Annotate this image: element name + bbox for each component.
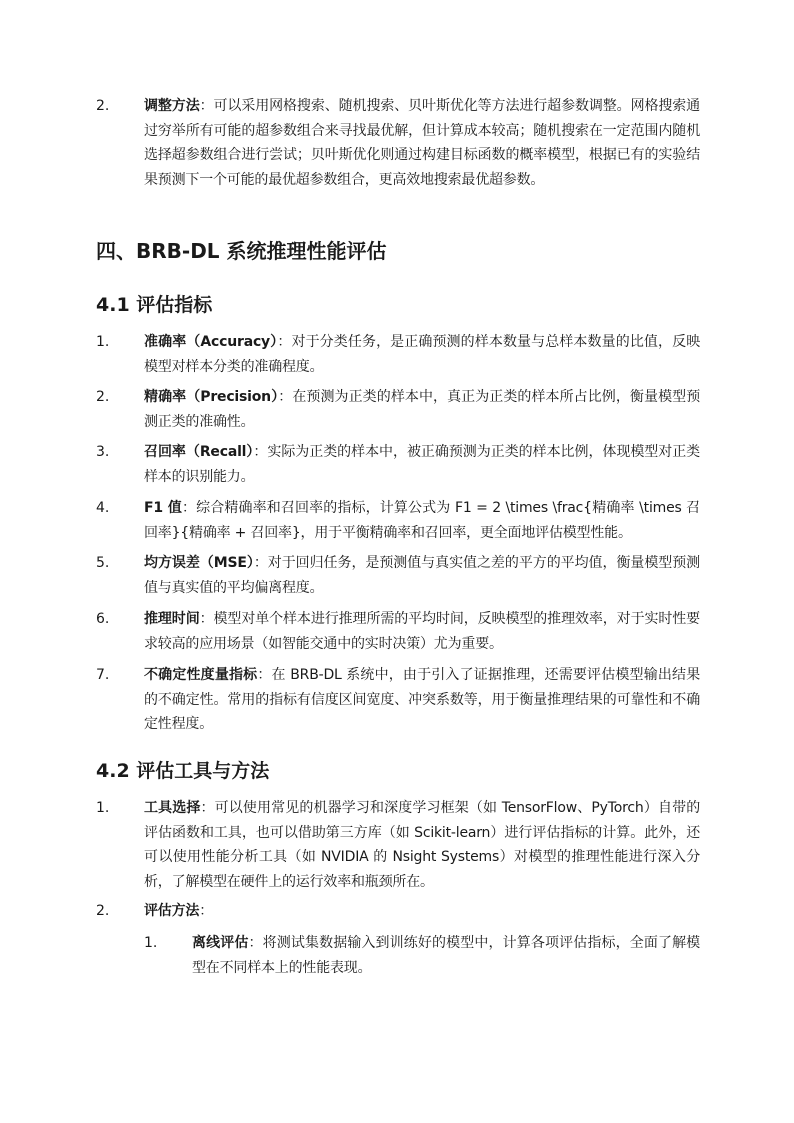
metric-item-inference-time <box>96 607 700 656</box>
metric-item-precision <box>96 385 700 434</box>
list-number: 2. <box>96 389 110 405</box>
list-item-body <box>144 440 700 489</box>
list-item-text: 综合精确率和召回率的指标，计算公式为 F1 = 2 \times \frac{精确率 \times 召回率}{精确率 + 召回率}，用于平衡精确率和召回率，更全面地评估模型性能。 <box>144 500 700 541</box>
list-number: 1. <box>144 935 158 951</box>
list-item-term: 工具选择 <box>144 800 201 816</box>
list-item-body <box>144 899 700 924</box>
list-item-text: 将测试集数据输入到训练好的模型中，计算各项评估指标，全面了解模型在不同样本上的性能表现。 <box>192 935 700 976</box>
list-item-separator: ： <box>199 611 214 627</box>
list-item-body <box>144 796 700 894</box>
list-item-separator: ： <box>277 334 292 350</box>
list-number: 6. <box>96 611 110 627</box>
list-number: 1. <box>96 334 110 350</box>
list-item-term: 调整方法 <box>144 98 200 114</box>
list-item-text: 可以使用常见的机器学习和深度学习框架（如 TensorFlow、PyTorch）自带的评估函数和工具，也可以借助第三方库（如 Scikit-learn）进行评估指标的计算。此外，还可以使用性能分析工具（如 NVIDIA 的 Nsight Systems）对模型的推理性能进行深入分析，了解模型在硬件上的运行效率和瓶颈所在。 <box>144 800 701 890</box>
list-item-separator: ： <box>199 98 214 114</box>
metric-item-accuracy <box>96 330 700 379</box>
list-item-text: 可以采用网格搜索、随机搜索、贝叶斯优化等方法进行超参数调整。网格搜索通过穷举所有可能的超参数组合来寻找最优解，但计算成本较高；随机搜索在一定范围内随机选择超参数组合进行尝试；贝叶斯优化则通过构建目标函数的概率模型，根据已有的实验结果预测下一个可能的最优超参数组合，更高效地搜索最优超参数。 <box>144 98 700 188</box>
list-item-body <box>144 607 700 656</box>
list-item-term: 评估方法 <box>144 903 200 919</box>
section-heading-4: 四、BRB-DL 系统推理性能评估 <box>96 239 387 263</box>
list-item-term: 不确定性度量指标 <box>144 667 258 683</box>
list-item-text: 在 BRB-DL 系统中，由于引入了证据推理，还需要评估模型输出结果的不确定性。常用的指标有信度区间宽度、冲突系数等，用于衡量推理结果的可靠性和不确定性程度。 <box>144 667 700 732</box>
list-item-text: 对于回归任务，是预测值与真实值之差的平方的平均值，衡量模型预测值与真实值的平均偏离程度。 <box>144 555 700 596</box>
list-item-text: 实际为正类的样本中，被正确预测为正类的样本比例，体现模型对正类样本的识别能力。 <box>144 444 700 485</box>
list-item-term: 推理时间 <box>144 611 200 627</box>
subsection-heading-4-1: 4.1 评估指标 <box>96 294 213 316</box>
list-item-tuning-method <box>96 94 700 192</box>
list-item-term: 准确率（Accuracy） <box>144 334 278 350</box>
list-item-text: 在预测为正类的样本中，真正为正类的样本所占比例，衡量模型预测正类的准确性。 <box>144 389 700 430</box>
list-item-body <box>144 663 700 737</box>
list-item-body <box>144 496 700 545</box>
list-item-term: F1 值 <box>144 500 183 516</box>
list-number: 1. <box>96 800 110 816</box>
metric-item-mse <box>96 551 700 600</box>
metric-item-uncertainty <box>96 663 700 737</box>
list-item-text: 对于分类任务，是正确预测的样本数量与总样本数量的比值，反映模型对样本分类的准确程度。 <box>144 334 701 375</box>
subsection-heading-4-2: 4.2 评估工具与方法 <box>96 760 270 782</box>
list-item-term: 召回率（Recall） <box>144 444 254 460</box>
list-number: 2. <box>96 98 110 114</box>
list-number: 3. <box>96 444 110 460</box>
list-item-separator: ： <box>182 500 197 516</box>
list-item-body <box>144 551 700 600</box>
list-item-term: 均方误差（MSE） <box>144 555 254 571</box>
list-number: 7. <box>96 667 110 683</box>
list-item-separator: ： <box>253 444 268 460</box>
list-item-body <box>144 385 700 434</box>
metric-item-recall <box>96 440 700 489</box>
list-item-term: 离线评估 <box>192 935 249 951</box>
list-item-body <box>144 94 700 192</box>
list-item-text: 模型对单个样本进行推理所需的平均时间，反映模型的推理效率，对于实时性要求较高的应用场景（如智能交通中的实时决策）尤为重要。 <box>144 611 700 652</box>
method-item-evaluation-method <box>96 899 700 924</box>
list-number: 5. <box>96 555 110 571</box>
list-item-separator: ： <box>253 555 268 571</box>
method-item-tool-selection <box>96 796 700 894</box>
list-item-separator: ： <box>199 903 214 919</box>
list-item-separator: ： <box>200 800 215 816</box>
list-item-separator: ： <box>248 935 263 951</box>
list-number: 2. <box>96 903 110 919</box>
list-item-body <box>144 330 700 379</box>
list-item-term: 精确率（Precision） <box>144 389 279 405</box>
list-item-separator: ： <box>278 389 293 405</box>
list-item-body <box>192 931 700 980</box>
list-item-separator: ： <box>257 667 272 683</box>
subitem-offline-evaluation <box>144 931 700 980</box>
list-number: 4. <box>96 500 110 516</box>
metric-item-f1 <box>96 496 700 545</box>
